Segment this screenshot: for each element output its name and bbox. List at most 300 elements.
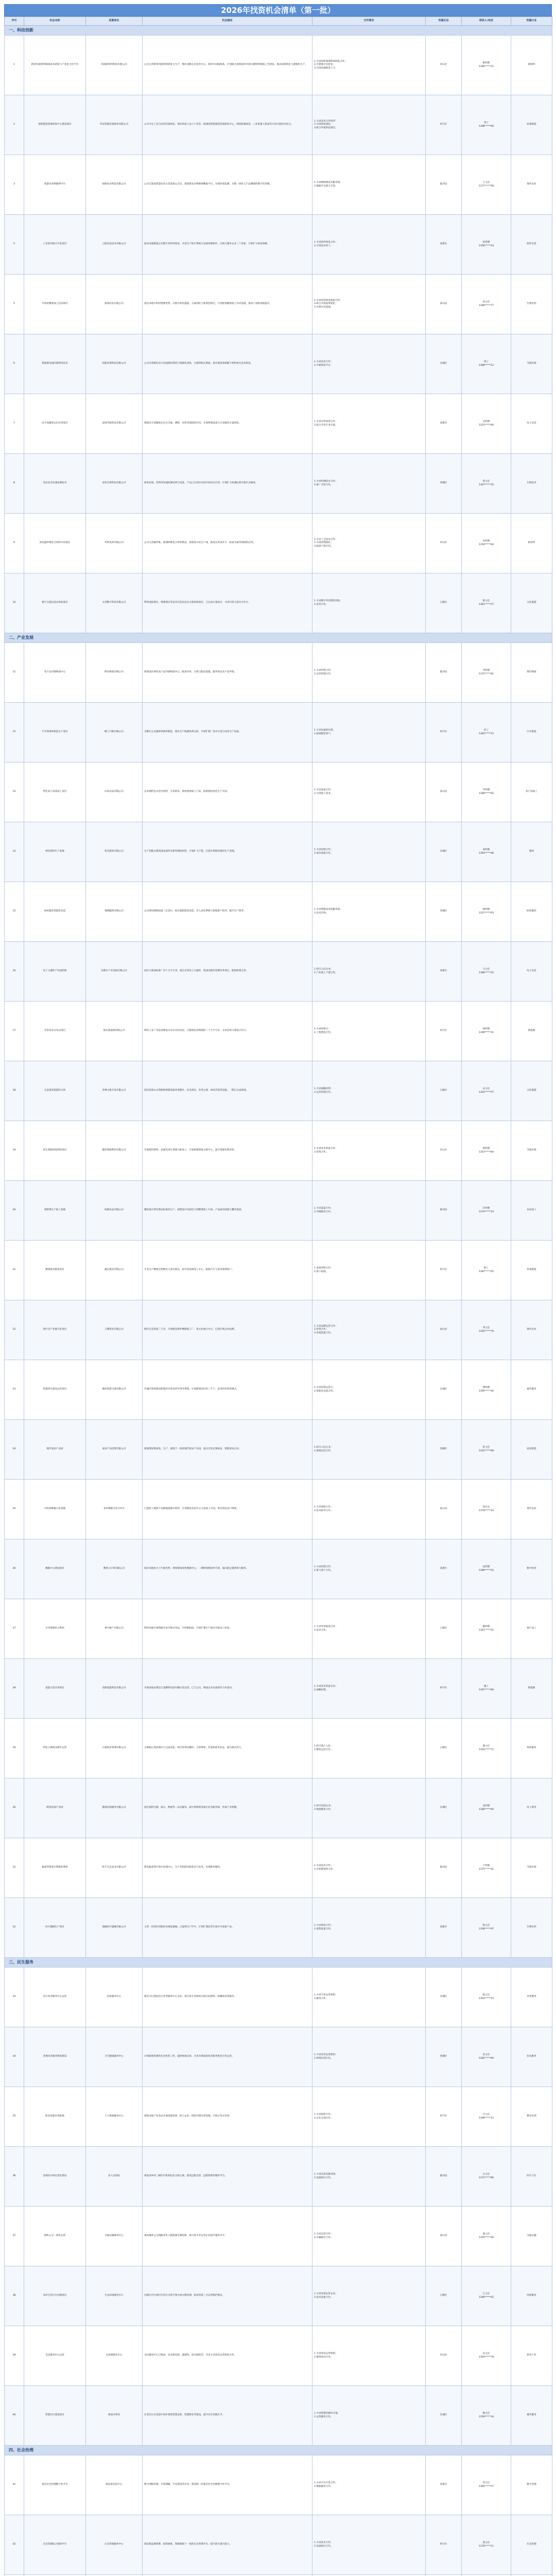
opportunity-name: 绿色建材生产基地 [24,822,86,882]
opportunity-name: 中药材种植示范基地 [24,1480,86,1539]
page-title: 2026年找资机会清单（第一批） [4,4,552,16]
opportunity-name: 特色小镇商业街区运营 [24,1719,86,1778]
recruiting-org: 山珍食品有限公司 [86,762,143,822]
district-name: 南山县 [426,1480,462,1539]
section-header [5,26,552,36]
opportunity-description: 利用虚拟现实、增强现实等技术打造沉浸式文旅体验项目，已完成方案设计，寻求内容与技术合作方。 [143,573,312,633]
row-number: 9 [5,514,24,573]
row-number: 15 [5,882,24,942]
cooperation-needs: 1.寻求技术合作伙伴； 2.引进研发团队； 3.联合申报科技项目。 [312,95,426,155]
opportunity-description: 以本地特色山货为原料，开发即食、休闲类深加工产品，拟新建标准化生产车间。 [143,762,312,822]
cooperation-needs: 1.寻求投资运营方； 2.智能化设备合作。 [312,1360,426,1420]
recruiting-org: 高新区产业发展有限公司 [86,942,143,1002]
opportunity-name: 职业技能培训基地 [24,2087,86,2147]
cooperation-needs: 1.寻求技术合作； 2.共建研发平台。 [312,334,426,394]
industry-name: 现代物流 [511,643,552,703]
industry-name: 现代农业 [511,1480,552,1539]
row-number: 28 [5,1659,24,1719]
district-name: 青山区 [426,2326,462,2386]
opportunity-name: 数据中心建设项目 [24,1539,86,1599]
contact-info: 石主任 1371*****86 [462,2147,511,2207]
recruiting-org: 味源食品有限公司 [86,1181,143,1241]
district-name: 东城区 [426,334,462,394]
row-number: 6 [5,334,24,394]
district-name: 经开区 [426,1241,462,1300]
recruiting-org: 云雾茶业有限公司 [86,1300,143,1360]
row-number: 25 [5,1480,24,1539]
table-row [5,882,552,942]
district-name: 东城区 [426,822,462,882]
opportunity-name: 再生资源回收利用项目 [24,1121,86,1181]
contact-info: 马主任 1386*****20 [462,942,511,1002]
contact-info: 于经理 1375*****42 [462,1838,511,1898]
industry-name: 节能环保 [511,1121,552,1181]
industry-name: 新能源 [511,1659,552,1719]
recruiting-org: 文创数字科技有限公司 [86,573,143,633]
header-county: 所属区县 [426,17,462,26]
industry-name: 环保服务 [511,2266,552,2326]
table-row [5,1480,552,1539]
opportunity-description: 开展加氢站建设与氢燃料电池车辆示范运营，已与公交、物流企业达成初步合作意向。 [143,1659,312,1719]
district-name: 古镇区 [426,1061,462,1121]
industry-name: 新材料 [511,514,552,573]
contact-info: 方主任 1396*****23 [462,2087,511,2147]
recruiting-org: 筑美建材有限公司 [86,822,143,882]
opportunity-description: 建设畜禽粪污集中处理中心，生产有机肥并配套沼气发电，实现种养循环。 [143,1838,312,1898]
cooperation-needs: 1.寻求软件研发合作； 2.引进技术骨干。 [312,215,426,275]
opportunity-description: 在城区规划建设智慧停车场及停车诱导系统，计划新增泊位约三千个，采用特许经营模式。 [143,1360,312,1420]
district-name: 高新区 [426,1898,462,1958]
contact-info: 郑主任 1367*****35 [462,454,511,514]
cooperation-needs: 1.寻求外贸渠道合作； 2.技术合作。 [312,1599,426,1659]
opportunity-name: 跨境电商产业园 [24,1778,86,1838]
cooperation-needs: 1.寻求设备供应商； 2.拓展配套客户。 [312,703,426,762]
cooperation-needs: 1.寻求投资合作； 2.项目承接合作。 [312,822,426,882]
district-name: 古镇区 [426,1719,462,1778]
table-row [5,275,552,334]
recruiting-org: 港通电商服务有限公司 [86,1778,143,1838]
industry-name: 电子信息 [511,942,552,1002]
table-row [5,643,552,703]
contact-info: 江主任 1366*****02 [462,2266,511,2326]
recruiting-org: 鑫达模具有限公司 [86,1241,143,1300]
section-header [5,1958,552,1968]
cooperation-needs: 1.寻求技术装备合作； 2.投资合作。 [312,1121,426,1181]
table-row [5,1778,552,1838]
cooperation-needs: 1.寻求渠道合作； 2.引进加工技术。 [312,762,426,822]
district-name: 古镇区 [426,1599,462,1659]
cooperation-needs: 1.寻求数字内容制作团队； 2.技术合作。 [312,573,426,633]
contact-info: 何工 1383*****15 [462,703,511,762]
contact-info: 吴经理 1351*****90 [462,394,511,454]
industry-name: 新材料 [511,36,552,95]
industry-name: 城市服务 [511,2386,552,2446]
opportunity-name: 高性能纤维复合材料中试项目 [24,514,86,573]
table-row [5,1539,552,1599]
recruiting-org: 交通运输服务中心 [86,2207,143,2266]
row-number: 36 [5,2147,24,2207]
contact-info: 沈经理 1389*****54 [462,1539,511,1599]
opportunity-name: 全民健身中心运营 [24,2326,86,2386]
opportunity-name: 智慧停车建设运营项目 [24,1360,86,1420]
cooperation-needs: 1.招引商户入驻； 2.整体运营合作。 [312,1719,426,1778]
opportunity-description: 依托优质山水资源规划建设康养度假区，包含酒店、养老公寓、休闲步道等设施，一期已完成规划。 [143,1061,312,1121]
recruiting-org: 星图导航科技有限公司 [86,394,143,454]
recruiting-org: 锦绣服饰有限公司 [86,882,143,942]
opportunity-name: 新能源电池回收利用技术 [24,334,86,394]
opportunity-name: 应急管理综合指挥平台 [24,2515,86,2575]
cooperation-needs: 1.寻求专业运营机构； 2.服务合作。 [312,1968,426,2027]
opportunity-name: 光伏发电分布式项目 [24,1002,86,1061]
contact-info: 夏主任 1376*****11 [462,2515,511,2575]
table-row [5,36,552,95]
table-row [5,514,552,573]
industry-name: 数字经济 [511,1539,552,1599]
row-number: 20 [5,1181,24,1241]
opportunity-description: 公司专注工业自动化装备研发，现有研发人员六十余名，拟建设智能制造装备研发中心，围绕机器视觉、工业机器人集成等方向开展技术攻关。 [143,95,312,155]
table-row [5,1719,552,1778]
opportunity-description: 辖区内已建成社区养老服务中心五处，拟引进专业机构开展日间照料、助餐助浴等服务。 [143,1968,312,2027]
row-number: 29 [5,1719,24,1778]
opportunity-name: 汽车零部件配套生产项目 [24,703,86,762]
contact-info: 韩工 1387*****02 [462,1241,511,1300]
section-header [5,2446,552,2455]
opportunity-description: 规划建设集研发、生产、展销于一体的现代家居产业园，重点引进定制家居、智能家居企业。 [143,1420,312,1480]
contact-info: 陈主任 1381*****27 [462,573,511,633]
cooperation-needs: 1.寻求投资合作； 2.运营管理合作。 [312,643,426,703]
table-row [5,1968,552,2027]
cooperation-needs: 1.寻求院校合作； 2.企业实训合作。 [312,2087,426,2147]
opportunity-name: 基层社会治理数字化平台 [24,2455,86,2515]
recruiting-org: 精工汽配有限公司 [86,703,143,762]
section-title: 二、产业发展 [5,633,552,643]
cooperation-needs: 1.寻求应用场景合作； 2.联合开发行业方案。 [312,394,426,454]
industry-name: 生物医药 [511,275,552,334]
opportunity-description: 利用本地竹林资源开发竹制日用品、竹纤维制品，计划扩建生产线并开拓出口市场。 [143,1599,312,1659]
table-row [5,2087,552,2147]
opportunity-description: 开展废旧塑料、金属等再生资源分拣加工，计划新建智能分拣中心，提升资源化利用率。 [143,1121,312,1181]
opportunity-name: 中药材精深加工技术研究 [24,275,86,334]
district-name: 高新区 [426,215,462,275]
recruiting-org: 城投智慧交通有限公司 [86,1360,143,1420]
table-row [5,1659,552,1719]
opportunity-name: 畜禽养殖粪污资源化利用 [24,1838,86,1898]
recruiting-org: 康泰药业有限公司 [86,275,143,334]
cooperation-needs: 1.寻求战略投资； 2.运营管理合作。 [312,1061,426,1121]
table-row [5,1898,552,1958]
table-row [5,215,552,275]
district-name: 经开区 [426,2087,462,2147]
contact-info: 刘工 1398*****06 [462,95,511,155]
cooperation-needs: 1.寻求技术装备合作； 2.战略投资。 [312,1659,426,1719]
district-name: 高新区 [426,394,462,454]
row-number: 34 [5,2027,24,2087]
opportunity-name: 智慧社区建设项目 [24,2386,86,2446]
opportunity-name: 工业软件联合开发项目 [24,215,86,275]
cooperation-needs: 1.寻求材料领域科研团队合作； 2.共建联合实验室； 3.引进高端研发人才。 [312,36,426,95]
table-row [5,155,552,215]
opportunity-description: 公司现有缝制设备三百余台，拟实施智能化改造，引入吊挂系统与智能排产软件，提升生产效率。 [143,882,312,942]
opportunity-description: 专业生产精密注塑模具与冲压模具，拟引进高端加工中心，拓展汽车与家电领域客户。 [143,1241,312,1300]
table-row [5,2386,552,2446]
opportunity-name: 特色农产品深加工项目 [24,762,86,822]
district-name: 经开区 [426,1002,462,1061]
industry-name: 养老服务 [511,1968,552,2027]
recruiting-org: 清源氢能科技有限公司 [86,1659,143,1719]
cooperation-needs: 1.寻求收购合作； 2.技术指导合作。 [312,1480,426,1539]
table-row [5,822,552,882]
recruiting-org: 人力资源服务中心 [86,2087,143,2147]
table-row [5,1300,552,1360]
recruiting-org: 阳光新能源有限公司 [86,1002,143,1061]
row-number: 3 [5,155,24,215]
cooperation-needs: 1.寻求技术合作； 2.有机肥销售合作。 [312,1838,426,1898]
district-name: 经开区 [426,1659,462,1719]
section-header [5,633,552,643]
table-row [5,1061,552,1121]
industry-name: 食品加工 [511,1181,552,1241]
opportunity-name: 普惠托育服务机构建设 [24,2027,86,2087]
opportunity-description: 拟建设区域性农产品冷链物流中心，配备冷库、分拣与配送设施，服务周边农产品外销。 [143,643,312,703]
district-name: 经开区 [426,2515,462,2575]
opportunity-name: 电子元器件产业园招商 [24,942,86,1002]
opportunity-description: 为整车企业提供零部件配套，现有生产线满负荷运转，计划扩建厂房并引进自动化生产设备。 [143,703,312,762]
contact-info: 曹经理 1395*****40 [462,1360,511,1420]
recruiting-org: 街道办事处 [86,2386,143,2446]
cooperation-needs: 1.寻求运营合作； 2.车辆供应合作。 [312,2207,426,2266]
row-number: 39 [5,2326,24,2386]
cooperation-needs: 1.招引入驻企业； 2.产业链上下游合作。 [312,942,426,1002]
opportunity-name: 竹木资源综合利用 [24,1599,86,1659]
opportunity-name: 现代家居产业园 [24,1420,86,1480]
district-name: 经开区 [426,95,462,155]
row-number: 27 [5,1599,24,1659]
cooperation-needs: 1.招引入驻企业； 2.展销运营合作。 [312,1420,426,1480]
recruiting-org: 绿源农业科技有限公司 [86,155,143,215]
opportunity-description: 公司主营新型功能材料研发与生产，拥有省级企业技术中心，现有中试线两条，计划联合高校院所开展关键材料制备工艺研发，推动成果转化与规模化生产。 [143,36,312,95]
row-number: 22 [5,1300,24,1360]
industry-name: 城市服务 [511,1360,552,1420]
cooperation-needs: 1.寻求检测技术合作； 2.推广应用合作。 [312,454,426,514]
opportunity-description: 园区提供仓储、报关、物流等一站式服务，拟引进跨境电商企业及服务商，形成产业集聚。 [143,1778,312,1838]
recruiting-org: 古镇商业管理有限公司 [86,1719,143,1778]
opportunity-name: 北斗高精度定位应用项目 [24,394,86,454]
recruiting-org: 家居产业投资有限公司 [86,1420,143,1480]
opportunity-description: 已流转土地两千亩种植道地中药材，计划建设育苗中心与初加工车间，带动周边农户增收。 [143,1480,312,1539]
cooperation-needs: 1.寻求研发合作； 2.销售渠道合作。 [312,1898,426,1958]
recruiting-org: 循环资源利用有限公司 [86,1121,143,1181]
contact-info: 孙主任 1390*****77 [462,275,511,334]
table-row [5,2515,552,2575]
industry-name: 节能环保 [511,1838,552,1898]
contact-info: 邓主任 1365*****76 [462,1300,511,1360]
row-number: 17 [5,1002,24,1061]
recruiting-org: 政法委信息中心 [86,2455,143,2515]
row-number: 10 [5,573,24,633]
opportunity-description: 面向本地制造企业数字化转型需求，开发生产执行系统与设备管理软件，目前已服务企业三十余家，计划扩大研发规模。 [143,215,312,275]
district-name: 古镇区 [426,2266,462,2326]
recruiting-org: 青峰文旅开发有限公司 [86,1061,143,1121]
opportunity-description: 研发农残、兽残等快速检测试剂与设备，产品已在部分农贸市场试点应用，计划扩大检测品类并提升灵敏度。 [143,454,312,514]
table-row [5,394,552,454]
district-name: 南山县 [426,2207,462,2266]
district-name: 青山区 [426,514,462,573]
row-number: 21 [5,1241,24,1300]
section-title: 三、民生服务 [5,1958,552,1968]
header-industry: 所属行业 [511,17,552,26]
opportunity-name: 食品安全快速检测技术 [24,454,86,514]
recruiting-org: 民政服务中心 [86,1968,143,2027]
opportunity-description: 主营一次性医用耗材及康复器械，已取得生产许可，计划扩建洁净车间并开发新产品。 [143,1898,312,1958]
header-no: 序号 [5,17,24,26]
district-name: 古镇区 [426,573,462,633]
row-number: 38 [5,2266,24,2326]
district-name: 西城区 [426,882,462,942]
opportunity-name: 农产品冷链物流中心 [24,643,86,703]
table-header-row [5,17,552,26]
cooperation-needs: 1.寻求体育运营机构； 2.赛事活动合作。 [312,2326,426,2386]
opportunity-description: 围绕北斗高精度定位在交通、测绘、农机等领域的应用，开展终端设备与行业解决方案研发。 [143,394,312,454]
row-number: 12 [5,703,24,762]
opportunity-name: 数字文旅沉浸式体验项目 [24,573,86,633]
row-number: 14 [5,822,24,882]
opportunity-description: 公司主营碳纤维、玻璃纤维复合材料制品，拟建设中试生产线，推进在风电叶片、轨道交通等领域的应用。 [143,514,312,573]
district-name: 临河县 [426,1181,462,1241]
industry-name: 医疗卫生 [511,2147,552,2207]
recruiting-org: 云联信息技术有限公司 [86,215,143,275]
contact-info: 秦主任 1355*****49 [462,2207,511,2266]
district-name: 东城区 [426,1968,462,2027]
district-name: 临河县 [426,2147,462,2207]
contact-info: 董主任 1354*****71 [462,1719,511,1778]
recruiting-org: 县人民医院 [86,2147,143,2207]
opportunity-name: 纺织服装智能化改造 [24,882,86,942]
opportunity-description: 生产装配式建筑部品部件及新型墙体材料，计划扩大产能，打造区域绿色建材生产基地。 [143,822,312,882]
table-row [5,1599,552,1659]
row-number: 13 [5,762,24,822]
table-row [5,762,552,822]
row-number: 4 [5,215,24,275]
opportunity-description: 围绕本地产业需求开展技能培训，拟与企业、院校共建实训基地，开展订单式培养。 [143,2087,312,2147]
header-need: 合作需求 [312,17,426,26]
table-row [5,2027,552,2087]
opportunity-description: 对辖区内行政村生活污水进行集中或分散处理，拟采用第三方运营维护模式。 [143,2266,312,2326]
opportunity-description: 公司已建成智慧农业示范基地五百亩，拟搭建农业物联网数据平台，实现环境监测、水肥一体化与产品溯源的数字化管理。 [143,155,312,215]
recruiting-org: 西南新材料科技有限公司 [86,36,143,95]
contact-info: 罗经理 1368*****92 [462,762,511,822]
table-row [5,2326,552,2386]
industry-name: 农产品加工 [511,762,552,822]
row-number: 26 [5,1539,24,1599]
opportunity-name: 农村生活污水处理项目 [24,2266,86,2326]
cooperation-needs: 1.寻求技术合作； 2.设备供应合作。 [312,2515,426,2575]
row-number: 11 [5,643,24,703]
recruiting-org: 牧丰生态农业有限公司 [86,1838,143,1898]
cooperation-needs: 1.寻求投资合作； 2.算力客户合作。 [312,1539,426,1599]
opportunity-name: 新型功能材料制备技术研发与产业化合作平台 [24,36,86,95]
industry-name: 教育培训 [511,2087,552,2147]
row-number: 19 [5,1121,24,1181]
opportunity-description: 利用工业厂房屋顶建设分布式光伏电站，已储备屋顶资源约二十万平方米，寻求投资与建设合作方。 [143,1002,312,1061]
district-name: 东城区 [426,1360,462,1420]
table-row [5,454,552,514]
row-number: 42 [5,2515,24,2575]
opportunity-description: 计划新建普惠性托育机构三所，提供场地支持，寻求有资质的托育服务机构合作运营。 [143,2027,312,2087]
cooperation-needs: 1.寻求品牌运营合作； 2.投资合作； 3.电商渠道合作。 [312,1300,426,1360]
recruiting-org: 康健医疗器械有限公司 [86,1898,143,1958]
district-name: 高新区 [426,1539,462,1599]
industry-name: 交通运输 [511,2207,552,2266]
district-name: 东城区 [426,2386,462,2446]
opportunity-name: 医疗器械生产项目 [24,1898,86,1958]
contact-info: 高经理 1393*****48 [462,822,511,882]
industry-name: 体育产业 [511,2326,552,2386]
row-number: 33 [5,1968,24,2027]
recruiting-org: 应急管理服务中心 [86,2515,143,2575]
opportunity-description: 依托本地中药材资源优势，开展中药材提取、分离纯化与新剂型研究，计划建设精深加工中试基地，推动产品附加值提升。 [143,275,312,334]
district-name: 西城区 [426,2027,462,2087]
table-row [5,1420,552,1480]
contact-info: 史主任 1392*****78 [462,2326,511,2386]
table-row [5,942,552,1002]
industry-name: 生物医药 [511,1898,552,1958]
district-name: 临河县 [426,155,462,215]
industry-name: 电子信息 [511,394,552,454]
table-row [5,95,552,155]
cooperation-needs: 1.寻求渠道合作； 2.冷链配送合作。 [312,1181,426,1241]
table-row [5,1838,552,1898]
contact-info: 李经理 1372*****81 [462,643,511,703]
opportunity-list-sheet [4,4,552,2576]
opportunity-description: 拥有生态茶园三千亩，计划建设茶叶精制加工厂、茶文化展示中心，打造区域公用品牌。 [143,1300,312,1360]
district-name: 西城区 [426,454,462,514]
contact-info: 袁经理 1384*****06 [462,1778,511,1838]
industry-name: 装备制造 [511,95,552,155]
section-title: 一、科技创新 [5,26,552,36]
recruiting-org: 本草种植专业合作社 [86,1480,143,1539]
header-name: 机会名称 [24,17,86,26]
table-body [5,26,552,2576]
table-row [5,573,552,633]
recruiting-org: 文体旅服务中心 [86,2326,143,2386]
district-name: 南山县 [426,1300,462,1360]
cooperation-needs: 1.寻求智慧化解决方案； 2.运营服务合作。 [312,2386,426,2446]
table-row [5,1121,552,1181]
table-row [5,334,552,394]
opportunity-table [4,16,552,2576]
opportunity-description: 古镇核心商业街区已完成改造，拟引进特色餐饮、文创零售、非遗体验等业态，提升街区活力。 [143,1719,312,1778]
table-row [5,1360,552,1420]
contact-info: 陈经理 1385*****21 [462,36,511,95]
opportunity-description: 园区已建成标准厂房十万平方米，重点引进电子元器件、集成电路封装测试等项目，配套政策完善。 [143,942,312,1002]
contact-info: 陆主任 1363*****15 [462,1968,511,2027]
opportunity-name: 氢能示范应用项目 [24,1659,86,1719]
industry-name: 新能源 [511,1002,552,1061]
contact-info: 王主任 1377*****58 [462,155,511,215]
contact-info: 梁经理 1399*****31 [462,1002,511,1061]
row-number: 41 [5,2455,24,2515]
contact-info: 潘工 1397*****89 [462,1659,511,1719]
industry-name: 文化旅游 [511,1061,552,1121]
row-number: 24 [5,1420,24,1480]
recruiting-org: 华安智能装备股份有限公司 [86,95,143,155]
contact-info: 程主任 1358*****97 [462,1898,511,1958]
recruiting-org: 生态环境服务中心 [86,2266,143,2326]
contact-info: 范主任 1382*****60 [462,2027,511,2087]
district-name: 高新区 [426,942,462,1002]
contact-info: 彭主任 1352*****68 [462,1420,511,1480]
industry-name: 文化旅游 [511,573,552,633]
